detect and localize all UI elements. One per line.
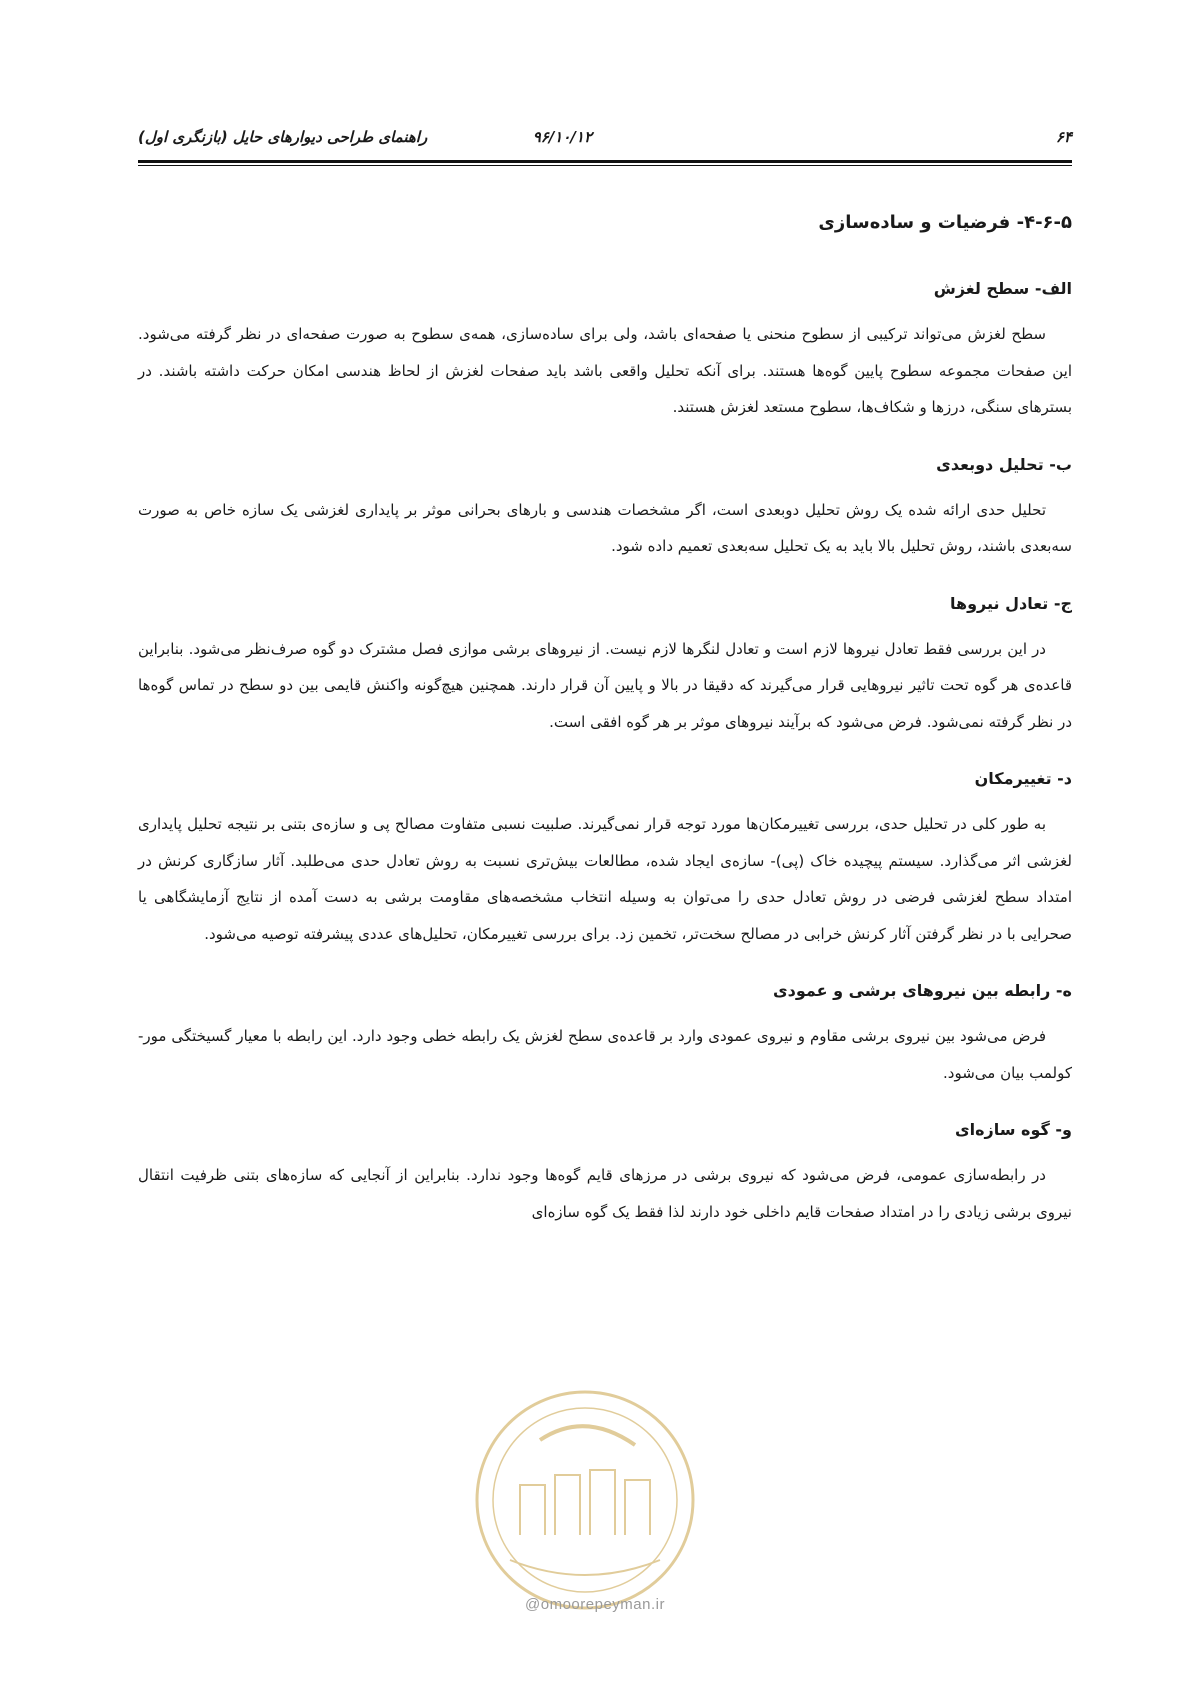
subsection-heading: الف- سطح لغزش [933, 279, 1072, 298]
subsection-paragraph: به طور کلی در تحلیل حدی، بررسی تغییرمکان‌ها مورد توجه قرار نمی‌گیرند. صلبیت نسبی متفاوت مصالح پی و سازه‌ی بتنی بر نتیجه تحلیل پایداری لغزشی اثر می‌گذارد. سیستم پیچیده خاک (پی)- سازه‌ی ایجاد شده، مطالعات بیش‌تری نسبت به روش تعادل حدی می‌طلبد. آثار سازگاری کرنش در امتداد سطح لغزشی فرضی در روش تعادل حدی را می‌توان به وسیله انتخاب مشخصه‌های مقاومت برشی به دست آمده از نتایج آزمایشگاهی یا صحرایی با در نظر گرفتن آثار کرنش خرابی در مصالح سخت‌تر، تخمین زد. برای بررسی تغییرمکان، تحلیل‌های عددی پیشرفته توصیه می‌شود. [138, 815, 1072, 943]
subsection-heading: د- تغییرمکان [974, 769, 1072, 788]
subsection-paragraph: فرض می‌شود بین نیروی برشی مقاوم و نیروی عمودی وارد بر قاعده‌ی سطح لغزش یک رابطه خطی وجود دارد. این رابطه با معیار گسیختگی مور- کولمب بیان می‌شود. [138, 1027, 1072, 1082]
subsection-heading: ه- رابطه بین نیروهای برشی و عمودی [772, 981, 1072, 1000]
subsection-paragraph: سطح لغزش می‌تواند ترکیبی از سطوح منحنی یا صفحه‌ای باشد، ولی برای ساده‌سازی، همه‌ی سطوح به صورت صفحه‌ای در نظر گرفته می‌شود. این صفحات مجموعه سطوح پایین گوه‌ها هستند. برای آنکه تحلیل واقعی باشد باید صفحات لغزش از لحاظ هندسی امکان حرکت داشته باشند. در بسترهای سنگی، درزها و شکاف‌ها، سطوح مستعد لغزش هستند. [138, 325, 1072, 416]
subsection-paragraph: تحلیل حدی ارائه شده یک روش تحلیل دوبعدی است، اگر مشخصات هندسی و بارهای بحرانی موثر بر پایداری لغزشی یک سازه خاص به صورت سه‌بعدی باشند، روش تحلیل بالا باید به یک تحلیل سه‌بعدی تعمیم داده شود. [138, 500, 1072, 555]
subsection-heading: ج- تعادل نیروها [950, 593, 1072, 613]
watermark-url: @omoorepeyman.ir [525, 1596, 665, 1613]
subsection-heading: ب- تحلیل دوبعدی [936, 454, 1072, 474]
header-rule-thin [138, 165, 1072, 166]
main-content [138, 208, 1072, 1254]
subsection-paragraph: در رابطه‌سازی عمومی، فرض می‌شود که نیروی برشی در مرزهای قایم گوه‌ها وجود ندارد. بنابراین از آنجایی که سازه‌های بتنی ظرفیت انتقال نیروی برشی زیادی را در امتداد صفحات قایم داخلی خود دارند لذا فقط یک گوه سازه‌ای [138, 1166, 1072, 1221]
header-date: ۹۶/۱۰/۱۲ [532, 128, 592, 146]
section-title: ۴-۶-۵- فرضیات و ساده‌سازی [818, 212, 1072, 233]
subsection-heading: و- گوه سازه‌ای [954, 1120, 1072, 1139]
watermark-logo-icon [470, 1385, 700, 1615]
subsection-paragraph: در این بررسی فقط تعادل نیروها لازم است و تعادل لنگرها لازم نیست. از نیروهای برشی موازی فصل مشترک دو گوه صرف‌نظر می‌شود. بنابراین قاعده‌ی هر گوه تحت تاثیر نیروهایی قرار می‌گیرند که دقیقا در بالا و پایین آن قرار دارند. همچنین هیچ‌گونه واکنش قایمی بین دو سطح در تماس گوه‌ها در نظر گرفته نمی‌شود. فرض می‌شود که برآیند نیروهای موثر بر هر گوه افقی است. [138, 639, 1072, 731]
header-rule-thick [138, 160, 1072, 163]
header-title: راهنمای طراحی دیوارهای حایل (بازنگری اول) [138, 128, 428, 146]
running-header [138, 128, 1072, 158]
page-number: ۶۴ [1055, 128, 1072, 146]
